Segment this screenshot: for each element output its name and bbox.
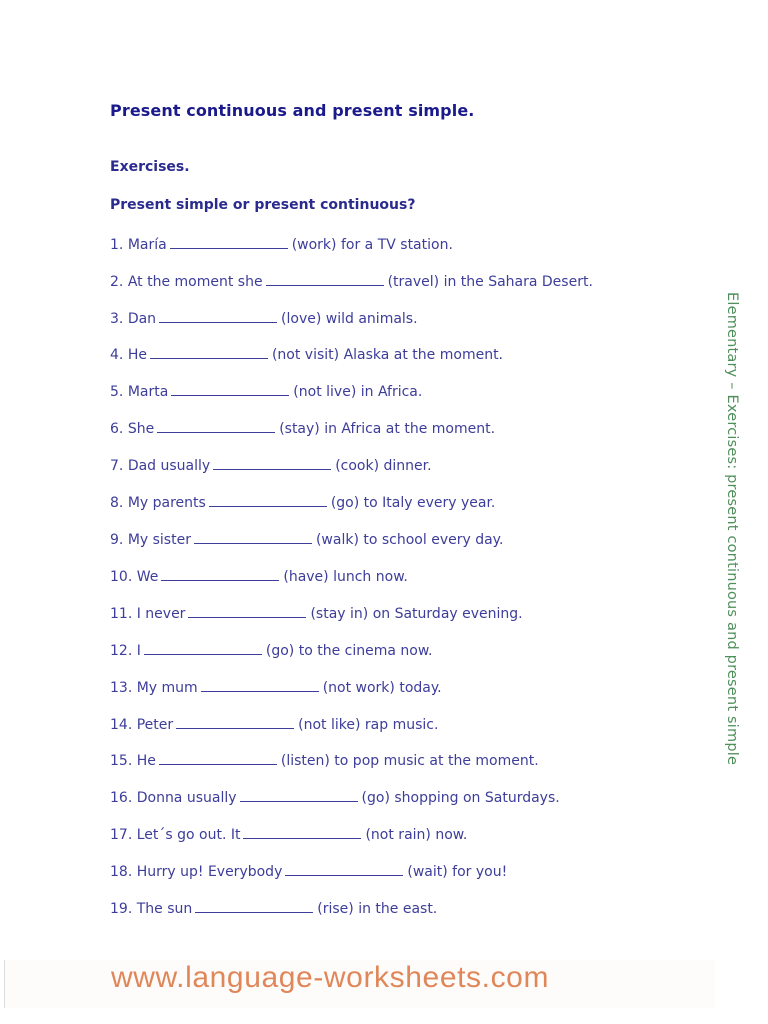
verb-hint: (stay in) bbox=[310, 606, 369, 622]
exercise-number: 2. bbox=[110, 274, 124, 290]
exercise-ending: to the cinema now. bbox=[298, 643, 433, 659]
answer-blank[interactable] bbox=[159, 750, 277, 765]
verb-hint: (go) bbox=[361, 790, 390, 806]
exercise-ending: rap music. bbox=[364, 717, 439, 733]
exercise-ending: lunch now. bbox=[333, 569, 408, 585]
exercise-ending: in Africa. bbox=[360, 384, 423, 400]
exercise-item bbox=[110, 861, 507, 881]
exercise-number: 5. bbox=[110, 384, 124, 400]
exercise-number: 7. bbox=[110, 458, 124, 474]
exercise-item bbox=[110, 529, 503, 549]
exercise-prompt: Hurry up! Everybody bbox=[136, 864, 283, 880]
answer-blank[interactable] bbox=[171, 381, 289, 396]
exercise-ending: today. bbox=[399, 680, 442, 696]
exercise-ending: in the east. bbox=[358, 901, 438, 917]
exercise-prompt: Marta bbox=[127, 384, 169, 400]
exercise-number: 14. bbox=[110, 717, 133, 733]
exercise-ending: for a TV station. bbox=[340, 237, 453, 253]
page-title: Present continuous and present simple. bbox=[110, 101, 475, 120]
answer-blank[interactable] bbox=[201, 677, 319, 692]
verb-hint: (walk) bbox=[315, 532, 359, 548]
answer-blank[interactable] bbox=[144, 640, 262, 655]
exercise-ending: now. bbox=[435, 827, 468, 843]
exercise-number: 10. bbox=[110, 569, 133, 585]
exercise-prompt: He bbox=[127, 347, 147, 363]
exercise-prompt: Dad usually bbox=[127, 458, 211, 474]
exercise-number: 13. bbox=[110, 680, 133, 696]
verb-hint: (not live) bbox=[293, 384, 357, 400]
answer-blank[interactable] bbox=[285, 861, 403, 876]
exercise-ending: to pop music at the moment. bbox=[334, 753, 539, 769]
answer-blank[interactable] bbox=[161, 566, 279, 581]
exercise-item bbox=[110, 750, 539, 770]
footer-url: www.language-worksheets.com bbox=[111, 961, 550, 994]
answer-blank[interactable] bbox=[240, 787, 358, 802]
exercise-prompt: She bbox=[127, 421, 155, 437]
exercise-item bbox=[110, 381, 422, 401]
exercise-prompt: He bbox=[136, 753, 156, 769]
verb-hint: (go) bbox=[330, 495, 360, 511]
exercise-item bbox=[110, 640, 432, 660]
exercise-item bbox=[110, 677, 442, 697]
verb-hint: (stay) bbox=[279, 421, 320, 437]
exercise-ending: dinner. bbox=[383, 458, 432, 474]
answer-blank[interactable] bbox=[188, 603, 306, 618]
verb-hint: (work) bbox=[291, 237, 337, 253]
exercise-number: 1. bbox=[110, 237, 124, 253]
exercise-number: 6. bbox=[110, 421, 124, 437]
exercise-prompt: We bbox=[136, 569, 159, 585]
exercise-number: 8. bbox=[110, 495, 124, 511]
section-label: Exercises. bbox=[110, 159, 190, 175]
exercise-item bbox=[110, 418, 495, 438]
answer-blank[interactable] bbox=[209, 492, 327, 507]
exercise-prompt: I never bbox=[136, 606, 186, 622]
answer-blank[interactable] bbox=[150, 344, 268, 359]
exercise-item bbox=[110, 824, 467, 844]
answer-blank[interactable] bbox=[159, 308, 277, 323]
exercise-ending: Alaska at the moment. bbox=[343, 347, 504, 363]
exercise-prompt: Donna usually bbox=[136, 790, 237, 806]
verb-hint: (have) bbox=[283, 569, 329, 585]
exercise-ending: shopping on Saturdays. bbox=[394, 790, 560, 806]
exercise-number: 12. bbox=[110, 643, 133, 659]
exercise-ending: wild animals. bbox=[325, 311, 418, 327]
exercise-item bbox=[110, 271, 593, 291]
verb-hint: (not rain) bbox=[365, 827, 431, 843]
answer-blank[interactable] bbox=[176, 714, 294, 729]
verb-hint: (rise) bbox=[317, 901, 354, 917]
side-label: Elementary – Exercises: present continuous and present simple bbox=[724, 292, 740, 766]
verb-hint: (cook) bbox=[335, 458, 380, 474]
exercise-ending: in Africa at the moment. bbox=[324, 421, 496, 437]
exercise-number: 11. bbox=[110, 606, 133, 622]
exercise-item bbox=[110, 308, 418, 328]
exercise-item bbox=[110, 492, 495, 512]
verb-hint: (not like) bbox=[298, 717, 361, 733]
exercise-number: 15. bbox=[110, 753, 133, 769]
verb-hint: (go) bbox=[265, 643, 295, 659]
verb-hint: (wait) bbox=[407, 864, 448, 880]
exercise-item bbox=[110, 787, 560, 807]
exercise-prompt: My sister bbox=[127, 532, 191, 548]
exercise-item bbox=[110, 234, 453, 254]
verb-hint: (listen) bbox=[280, 753, 330, 769]
exercise-item bbox=[110, 714, 438, 734]
exercise-ending: for you! bbox=[452, 864, 508, 880]
exercise-number: 4. bbox=[110, 347, 124, 363]
exercise-prompt: María bbox=[127, 237, 167, 253]
exercise-prompt: Peter bbox=[136, 717, 174, 733]
exercise-item bbox=[110, 566, 408, 586]
exercise-item bbox=[110, 344, 503, 364]
verb-hint: (travel) bbox=[387, 274, 440, 290]
exercise-number: 3. bbox=[110, 311, 124, 327]
exercise-item bbox=[110, 603, 523, 623]
exercise-number: 16. bbox=[110, 790, 133, 806]
exercise-ending: on Saturday evening. bbox=[372, 606, 523, 622]
exercise-prompt: My parents bbox=[127, 495, 206, 511]
exercise-number: 18. bbox=[110, 864, 133, 880]
verb-hint: (not work) bbox=[322, 680, 395, 696]
exercise-number: 9. bbox=[110, 532, 124, 548]
answer-blank[interactable] bbox=[243, 824, 361, 839]
exercise-item bbox=[110, 455, 432, 475]
answer-blank[interactable] bbox=[213, 455, 331, 470]
exercise-ending: to Italy every year. bbox=[363, 495, 496, 511]
exercise-prompt: The sun bbox=[136, 901, 193, 917]
exercise-prompt: At the moment she bbox=[127, 274, 263, 290]
verb-hint: (not visit) bbox=[271, 347, 340, 363]
exercise-ending: in the Sahara Desert. bbox=[443, 274, 593, 290]
answer-blank[interactable] bbox=[194, 529, 312, 544]
exercise-item bbox=[110, 898, 437, 918]
exercise-number: 19. bbox=[110, 901, 133, 917]
exercise-prompt: Dan bbox=[127, 311, 157, 327]
exercise-prompt: My mum bbox=[136, 680, 198, 696]
answer-blank[interactable] bbox=[170, 234, 288, 249]
exercise-prompt: I bbox=[136, 643, 141, 659]
exercise-prompt: Let´s go out. It bbox=[136, 827, 241, 843]
verb-hint: (love) bbox=[281, 311, 322, 327]
answer-blank[interactable] bbox=[266, 271, 384, 286]
answer-blank[interactable] bbox=[195, 898, 313, 913]
exercise-number: 17. bbox=[110, 827, 133, 843]
answer-blank[interactable] bbox=[157, 418, 275, 433]
instruction: Present simple or present continuous? bbox=[110, 197, 416, 213]
exercise-ending: to school every day. bbox=[363, 532, 504, 548]
